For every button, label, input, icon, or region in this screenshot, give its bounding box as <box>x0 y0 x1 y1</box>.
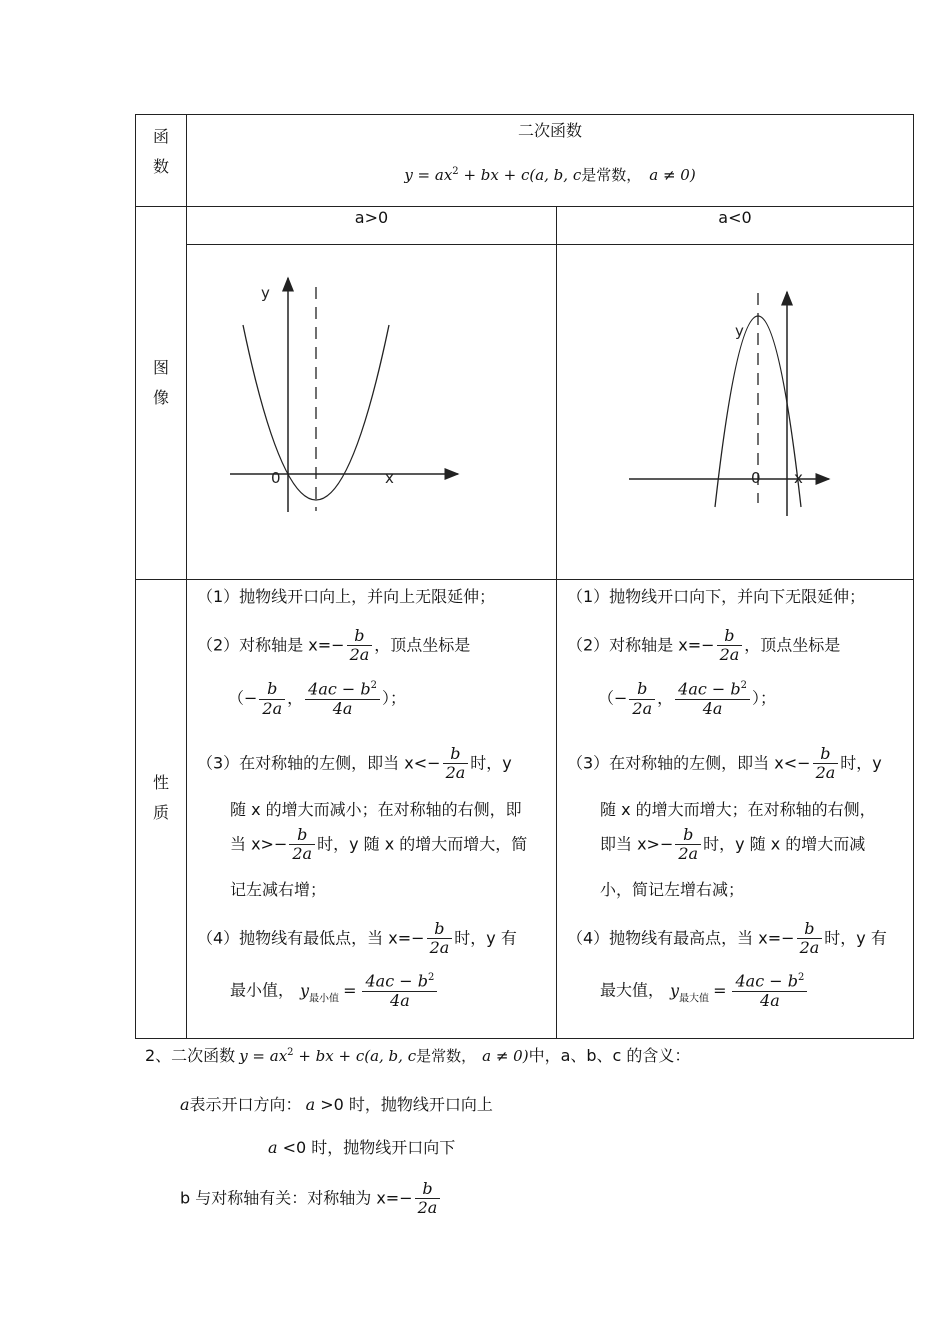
row-header-function: 函 数 <box>152 127 169 176</box>
y-axis-label: y <box>261 284 270 302</box>
column-header-a-positive: a>0 <box>354 208 389 227</box>
neg-vertex-coords: （− $\frac{b}{2a}$ ， $\frac{4ac - b^2}{4a}$ ）； <box>598 679 777 718</box>
table-border-left <box>135 114 136 1039</box>
neg-prop-3-line3: 即当 x>− $\frac{b}{2a}$ 时，y 随 x 的增大而减 <box>600 825 866 864</box>
a-meaning-line-1: a表示开口方向： a >0 时，抛物线开口向上 <box>180 1095 493 1114</box>
table-border-bottom <box>135 1038 914 1039</box>
table-border-right <box>913 114 914 1039</box>
pos-prop-3: （3）在对称轴的左侧，即当 x<− $\frac{b}{2a}$ 时，y <box>197 744 512 783</box>
y-axis-label: y <box>735 322 744 340</box>
table-border-top <box>135 114 914 115</box>
row-header-graph: 图 像 <box>152 358 169 407</box>
neg-prop-3: （3）在对称轴的左侧，即当 x<− $\frac{b}{2a}$ 时，y <box>567 744 882 783</box>
column-header-a-negative: a<0 <box>718 208 752 227</box>
fraction-vertex-y: $\frac{4ac - b^2}{4a}$ <box>305 680 380 718</box>
graph-downward-parabola <box>557 245 913 579</box>
graph-upward-parabola <box>187 245 556 579</box>
pos-vertex-coords: （− $\frac{b}{2a}$ ， $\frac{4ac - b^2}{4a}$ ）； <box>228 679 407 718</box>
pos-prop-1: （1）抛物线开口向上，并向上无限延伸； <box>197 587 496 606</box>
fraction-b-over-2a: $\frac{b}{2a}$ <box>347 627 373 665</box>
x-axis-label: x <box>385 469 394 487</box>
neg-max-value: 最大值， $y_{最大值}$ = $\frac{4ac - b^2}{4a}$ <box>600 972 809 1010</box>
pos-min-value: 最小值， $y_{最小值}$ = $\frac{4ac - b^2}{4a}$ <box>230 972 439 1010</box>
section-2-heading: 2、二次函数 $y = ax^2$ + bx + c(a, b, c是常数， a ≠ 0)中，a、b、c 的含义： <box>145 1046 691 1065</box>
row-header-properties: 性 质 <box>152 773 169 822</box>
table-row-divider-3 <box>135 579 914 580</box>
origin-label: 0 <box>751 469 761 487</box>
pos-prop-3-line3: 当 x>− $\frac{b}{2a}$ 时，y 随 x 的增大而增大，简 <box>230 825 528 864</box>
neg-prop-3-line4: 小，简记左增右减； <box>600 880 745 899</box>
pos-prop-2: （2）对称轴是 x=− $\frac{b}{2a}$ ，顶点坐标是 <box>197 626 471 665</box>
neg-prop-2: （2）对称轴是 x=− $\frac{b}{2a}$ ，顶点坐标是 <box>567 626 841 665</box>
neg-prop-4: （4）抛物线有最高点，当 x=− $\frac{b}{2a}$ 时，y 有 <box>567 919 887 958</box>
pos-prop-4: （4）抛物线有最低点，当 x=− $\frac{b}{2a}$ 时，y 有 <box>197 919 517 958</box>
origin-label: 0 <box>271 469 281 487</box>
function-formula: $y = ax^2$ + bx + c(a, b, c是常数， a ≠ 0) <box>404 166 696 184</box>
pos-prop-3-line4: 记左减右增； <box>230 880 327 899</box>
b-meaning-line: b 与对称轴有关：对称轴为 x=− $\frac{b}{2a}$ <box>180 1180 442 1218</box>
neg-prop-3-line2: 随 x 的增大而增大；在对称轴的右侧， <box>600 800 876 819</box>
pos-prop-3-line2: 随 x 的增大而减小；在对称轴的右侧，即 <box>230 800 522 819</box>
table-row-divider-1 <box>135 206 914 207</box>
x-axis-label: x <box>794 469 803 487</box>
function-title: 二次函数 <box>517 121 582 140</box>
a-meaning-line-2: a <0 时，抛物线开口向下 <box>268 1138 456 1157</box>
neg-prop-1: （1）抛物线开口向下，并向下无限延伸； <box>567 587 866 606</box>
